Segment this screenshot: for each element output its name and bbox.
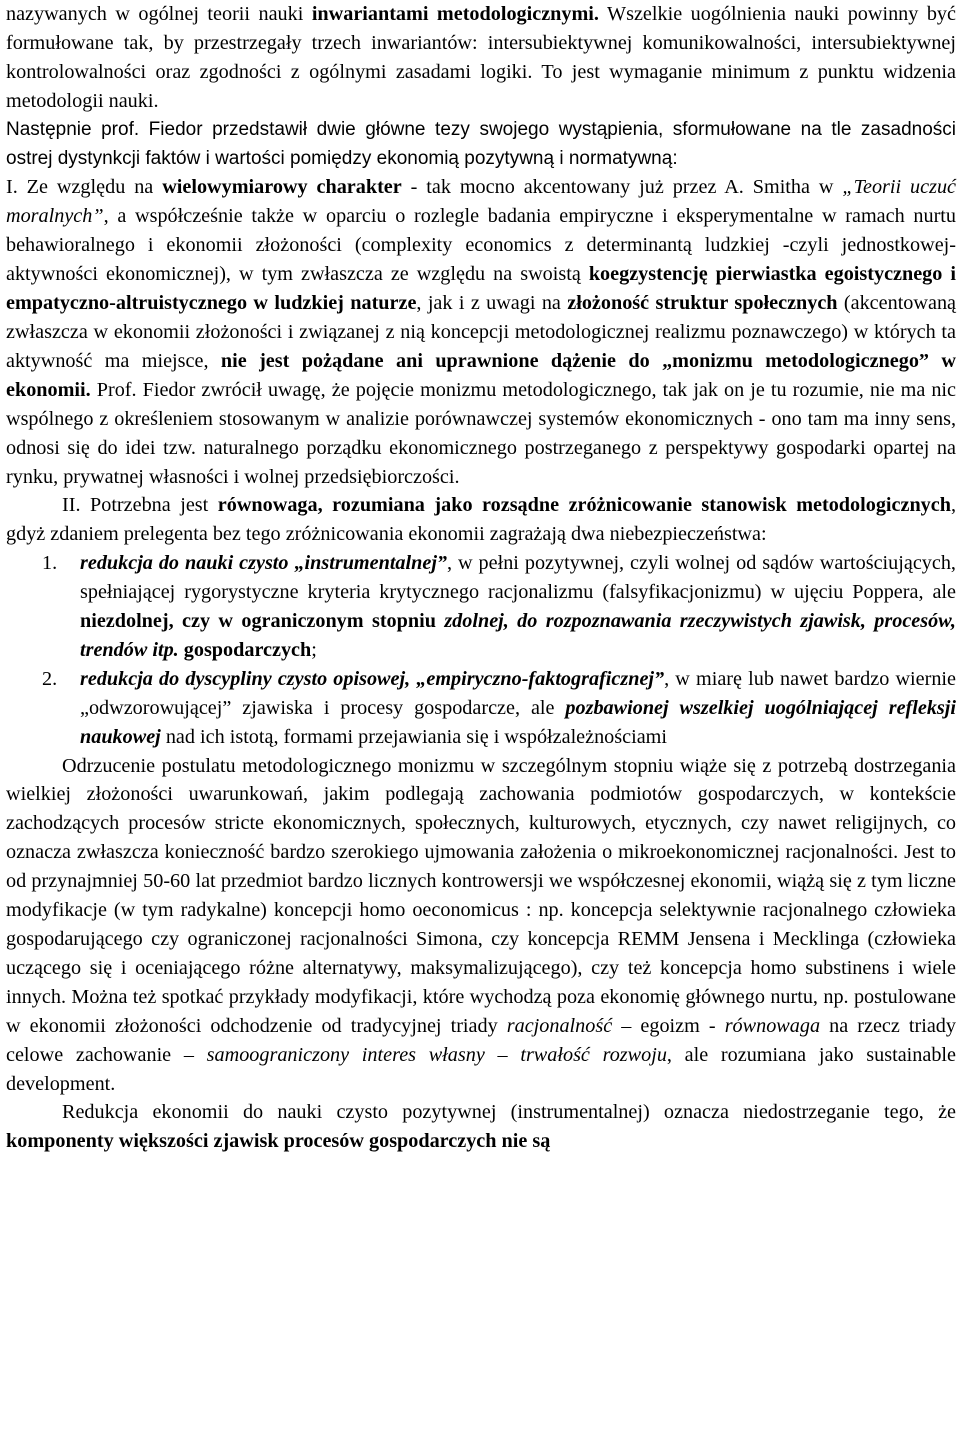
- body-text: (akcentowaną zwłaszcza w ekonomii złożoności i związanej z nią koncepcji metodologicznej realizmu poznawczego) w których ta aktywność ma miejsce,: [6, 292, 956, 372]
- emphasis-text: inwariantami metodologicznymi.: [311, 3, 599, 25]
- emphasis-text: komponenty większości zjawisk procesów gospodarczych nie są: [6, 1130, 551, 1153]
- emphasis-text: [80, 668, 664, 690]
- emphasis-text: „Teorii uczuć moralnych”: [6, 176, 957, 228]
- emphasis-text: złożoność struktur społecznych: [567, 292, 838, 315]
- emphasis-text: niezdolnej, czy w ograniczonym stopniu: [80, 610, 445, 633]
- body-text: ;: [311, 638, 317, 661]
- dangers-list: [6, 549, 956, 751]
- emphasis-text: pozbawionej wszelkiej uogólniającej refleksji naukowej: [80, 696, 956, 748]
- emphasis-text: zdolnej, do rozpoznawania rzeczywistych zjawisk, procesów, trendów itp.: [80, 610, 956, 661]
- body-text: Odrzucenie postulatu metodologicznego monizmu w szczególnym stopniu wiąże się z potrzebą dostrzegania wielkiej złożoności uwarunkowań, jakim podlegają zachowania podmiotów gospodarczych, w kontekście zachodzących procesów stricte ekonomicznych, społecznych, kulturowych, etycznych, czy nawet religijnych, co oznacza zwłaszcza konieczność bardzo szerokiego ujmowania założenia o mikroekonomicznej racjonalności. Jest to od przynajmniej 50-60 lat przedmiot bardzo licznych kontrowersji we współczesnej ekonomii, wiążą się z tym liczne modyfikacje (w tym radykalne) koncepcji homo oeconomicus : np. koncepcja selektywnie racjonalnego człowieka gospodarującego czy ograniczonej racjonalności Simona, czy koncepcja REMM Jensena i Mecklinga (człowieka uczącego się i oceniającego różne alternatywy, maksymalizującego), czy też koncepcja homo substinens i wiele innych. Można też spotkać przykłady modyfikacji, które wychodzą poza ekonomię głównego nurtu, np. postulowane w ekonomii złożoności odchodzenie od tradycyjnej triady: [6, 754, 956, 1037]
- paragraph-thesis-one: [6, 173, 956, 491]
- body-text: , gdyż zdaniem prelegenta bez tego zróżnicowania ekonomii zagrażają dwa niebezpieczeństwa:: [6, 494, 957, 546]
- emphasis-text: samoograniczony interes własny: [206, 1043, 485, 1066]
- body-text: Następnie prof. Fiedor przedstawił dwie główne tezy swojego wystąpienia, sformułowane na tle zasadności ostrej dystynkcji faktów i wartości pomiędzy ekonomią pozytywną i normatywną:: [6, 118, 956, 169]
- list-item: [6, 549, 956, 665]
- body-text: nazywanych w ogólnej teorii nauki: [6, 3, 312, 25]
- emphasis-text: gospodarczych: [183, 638, 312, 661]
- emphasis-text: redukcja do dyscypliny czysto opisowej, „empiryczno-faktograficznej”: [80, 667, 665, 690]
- body-text: , w miarę lub nawet bardzo wiernie „odwzorowującej” zjawiska i procesy gospodarcze, ale: [80, 667, 956, 719]
- paragraph-invariants: [6, 0, 956, 116]
- body-text: II. Potrzebna jest: [62, 494, 218, 517]
- body-text: Wszelkie uogólnienia nauki powinny być formułowane tak, by przestrzegały trzech inwariantów: intersubiektywnej komunikowalności, intersubiektywnej kontrolowalności oraz zgodności z ogólnymi zasadami logiki. To jest wymaganie minimum z punktu widzenia metodologii nauki.: [6, 3, 956, 112]
- body-text: , jak i z uwagi na: [416, 292, 568, 315]
- emphasis-text: nie jest pożądane ani uprawnione dążenie do „monizmu metodologicznego” w ekonomii.: [6, 349, 956, 401]
- emphasis-text: redukcja do nauki czysto „instrumentalnej”: [80, 552, 448, 575]
- paragraph-reduction: [6, 1098, 956, 1156]
- list-number: 1.: [42, 552, 58, 575]
- paragraph-theses-intro: [6, 116, 956, 174]
- list-item-text: [80, 668, 956, 748]
- body-text: – egoizm -: [612, 1014, 725, 1037]
- body-text: Redukcja ekonomii do nauki czysto pozytywnej (instrumentalnej) oznacza niedostrzeganie tego, że: [62, 1101, 956, 1124]
- list-item: [6, 665, 956, 752]
- emphasis-text: równowaga: [724, 1014, 821, 1037]
- emphasis-text: racjonalność: [506, 1014, 613, 1037]
- body-text: nad ich istotą, formami przejawiania się i współzależnościami: [160, 725, 667, 748]
- body-text: - tak mocno akcentowany już przez A. Smitha w: [401, 176, 843, 199]
- list-number: 2.: [42, 667, 58, 690]
- emphasis-text: wielowymiarowy charakter: [162, 176, 402, 199]
- paragraph-monism-rejection: [6, 752, 956, 1099]
- emphasis-text: [80, 552, 447, 574]
- body-text: na rzecz triady celowe zachowanie –: [6, 1014, 956, 1066]
- paragraph-thesis-two: [6, 491, 956, 549]
- body-text: , ale rozumiana jako sustainable development.: [6, 1043, 957, 1095]
- emphasis-text: równowaga, rozumiana jako rozsądne zróżnicowanie stanowisk metodologicznych: [217, 494, 951, 517]
- body-text: Prof. Fiedor zwrócił uwagę, że pojęcie monizmu metodologicznego, tak jak on je tu rozumie, nie ma nic wspólnego z określeniem stosowanym w analizie porównawczej systemów ekonomicznych - ono tam ma inny sens, odnosi się do idei tzw. naturalnego porządku ekonomicznego postrzeganego z perspektywy gospodarki opartej na rynku, prywatnej własności i wolnej przedsiębiorczości.: [6, 378, 956, 488]
- body-text: I. Ze względu na: [6, 176, 163, 199]
- body-text: , w pełni pozytywnej, czyli wolnej od sądów wartościujących, spełniającej rygorystyczne kryteria krytycznego racjonalizmu (falsyfikacjonizmu) w ujęciu Poppera, ale: [80, 552, 956, 604]
- emphasis-text: trwałość rozwoju: [520, 1043, 667, 1066]
- emphasis-text: koegzystencję pierwiastka egoistycznego i empatyczno-altruistycznego w ludzkiej naturze: [6, 263, 956, 315]
- list-item-text: [80, 552, 956, 661]
- body-text: , a współcześnie także w oparciu o rozlegle badania empiryczne i eksperymentalne w ramach nurtu behawioralnego i ekonomii złożoności (complexity economics z determinantą ludzkiej -czyli jednostkowej- aktywności ekonomicznej), w tym zwłaszcza ze względu na swoistą: [6, 205, 956, 286]
- body-text: –: [484, 1043, 521, 1066]
